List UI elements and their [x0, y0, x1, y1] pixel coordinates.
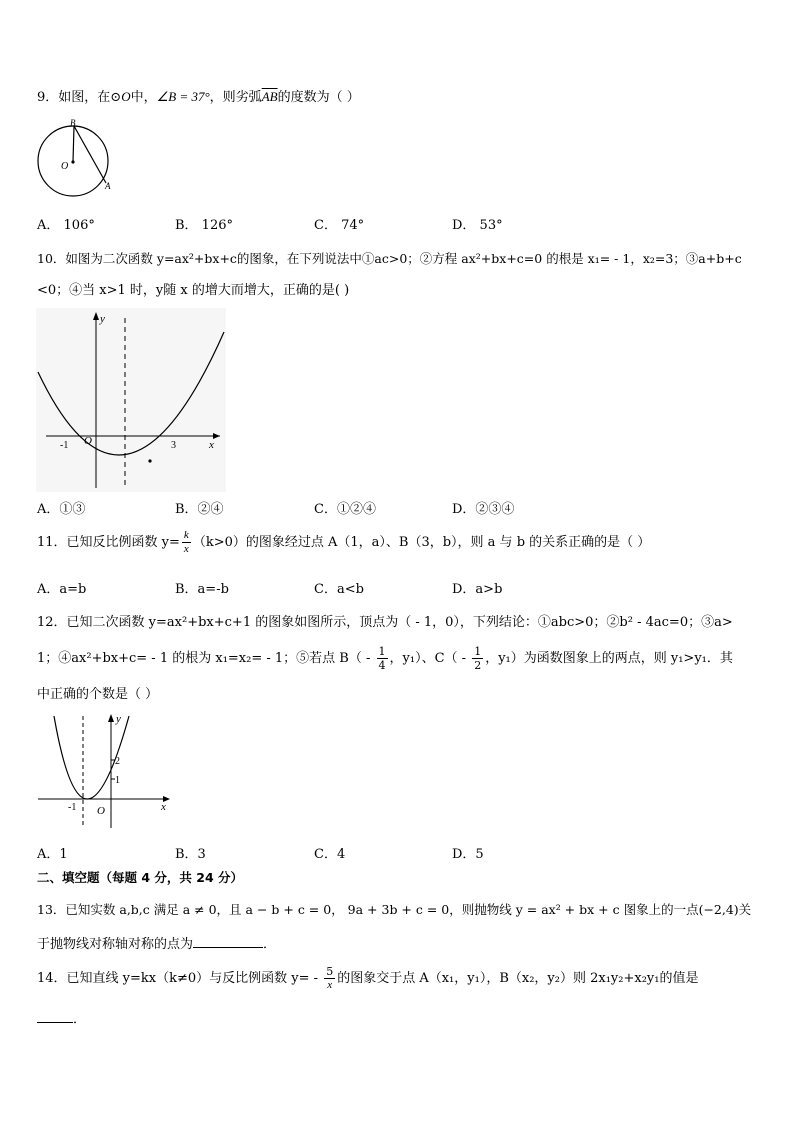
label-neg1: -1 — [68, 802, 77, 813]
label-3: 3 — [171, 440, 176, 451]
q12-option-b[interactable]: B．3 — [175, 847, 206, 862]
q9-circle-figure — [36, 115, 116, 197]
q9-option-c[interactable]: C． 74° — [314, 218, 365, 233]
q14-answer-blank[interactable] — [37, 1010, 73, 1023]
q13-stem-line2: 于抛物线对称轴对称的点为 ． — [37, 937, 277, 952]
q12-stem-line3: 中正确的个数是（ ） — [37, 687, 159, 702]
section-heading: 二、填空题（每题 4 分，共 24 分） — [37, 870, 244, 885]
frac-k-over-x: $\frac{k}{x}$ — [183, 529, 189, 555]
q10-option-b[interactable]: B．②④ — [175, 502, 224, 517]
q9-stem: 9．如图，在⊙O中，∠B = 37°，则劣弧$\overline{AB}$的度数为（ ） — [37, 89, 360, 105]
label-x: x — [209, 439, 214, 451]
q9-option-d[interactable]: D． 53° — [452, 218, 503, 233]
q10-parabola-figure — [36, 308, 226, 492]
q9-option-b[interactable]: B． 126° — [175, 218, 233, 233]
q11-option-c[interactable]: C．a<b — [314, 582, 364, 597]
label-neg1: -1 — [60, 440, 69, 451]
frac-1-over-4: $\frac{1}{4}$ — [378, 645, 386, 672]
q10-option-a[interactable]: A．①③ — [37, 502, 86, 517]
label-b: B — [70, 118, 76, 128]
label-origin: O — [97, 805, 105, 817]
label-2: 2 — [115, 756, 120, 767]
q12-option-d[interactable]: D．5 — [452, 847, 484, 862]
label-y: y — [116, 713, 121, 725]
q12-stem-line2: 1；④ax²+bx+c= - 1 的根为 x₁=x₂= - 1；⑤若点 B（ - $\frac{1}{4}$ ，y₁）、C（ - $\frac{1}{2}$ ，y₁）为函数图象上的两点，则 y₁>y₁．其 — [37, 645, 733, 672]
q9-option-a[interactable]: A． 106° — [37, 218, 95, 233]
q11-option-a[interactable]: A．a=b — [37, 582, 87, 597]
chord-ba — [74, 126, 106, 183]
q14-stem: 14．已知直线 y=kx（k≠0）与反比例函数 y= - $\frac{5}{x}$ 的图象交于点 A（x₁，y₁），B（x₂，y₂）则 2x₁y₂+x₂y₁的值是 — [37, 965, 699, 991]
label-a: A — [105, 181, 111, 191]
label-x: x — [161, 801, 166, 813]
q11-option-d[interactable]: D．a>b — [452, 582, 503, 597]
label-y: y — [100, 313, 105, 325]
q12-stem-line1: 12．已知二次函数 y=ax²+bx+c+1 的图象如图所示，顶点为（ - 1，0），下列结论：①abc>0；②b² - 4ac=0；③a> — [37, 615, 733, 630]
curve-point — [148, 459, 151, 462]
q12-option-c[interactable]: C．4 — [314, 847, 346, 862]
figure-background — [36, 308, 226, 492]
q10-stem-line1: 10．如图为二次函数 y=ax²+bx+c的图象，在下列说法中①ac>0；②方程 ax²+bx+c=0 的根是 x₁= - 1，x₂=3；③a+b+c — [37, 251, 742, 266]
frac-5-over-x: $\frac{5}{x}$ — [326, 965, 334, 991]
q12-option-a[interactable]: A．1 — [37, 847, 68, 862]
q13-answer-blank[interactable] — [193, 935, 263, 948]
q13-stem-line1: 13．已知实数 a,b,c 满足 a ≠ 0，且 a − b + c = 0， 9a + 3b + c = 0，则抛物线 y = ax² + bx + c 图象上的一点(−2,4)关 — [37, 902, 752, 917]
q11-option-b[interactable]: B．a=-b — [175, 582, 229, 597]
label-o: O — [61, 161, 69, 172]
q11-stem: 11．已知反比例函数 y= $\frac{k}{x}$ （k>0）的图象经过点 A（1，a）、B（3，b），则 a 与 b 的关系正确的是（ ） — [37, 529, 651, 555]
radius-ob — [73, 126, 74, 162]
q10-option-c[interactable]: C．①②④ — [314, 502, 376, 517]
frac-1-over-2: $\frac{1}{2}$ — [474, 645, 482, 672]
q12-parabola-figure — [36, 710, 172, 832]
label-origin: O — [84, 435, 92, 447]
label-1: 1 — [115, 775, 120, 786]
q14-answer-line: ． — [37, 1010, 86, 1029]
center-dot — [71, 160, 74, 163]
q10-stem-line2: <0；④当 x>1 时，y随 x 的增大而增大，正确的是( ) — [37, 283, 350, 298]
y-axis-arrow — [108, 714, 114, 722]
q10-option-d[interactable]: D．②③④ — [452, 502, 515, 517]
